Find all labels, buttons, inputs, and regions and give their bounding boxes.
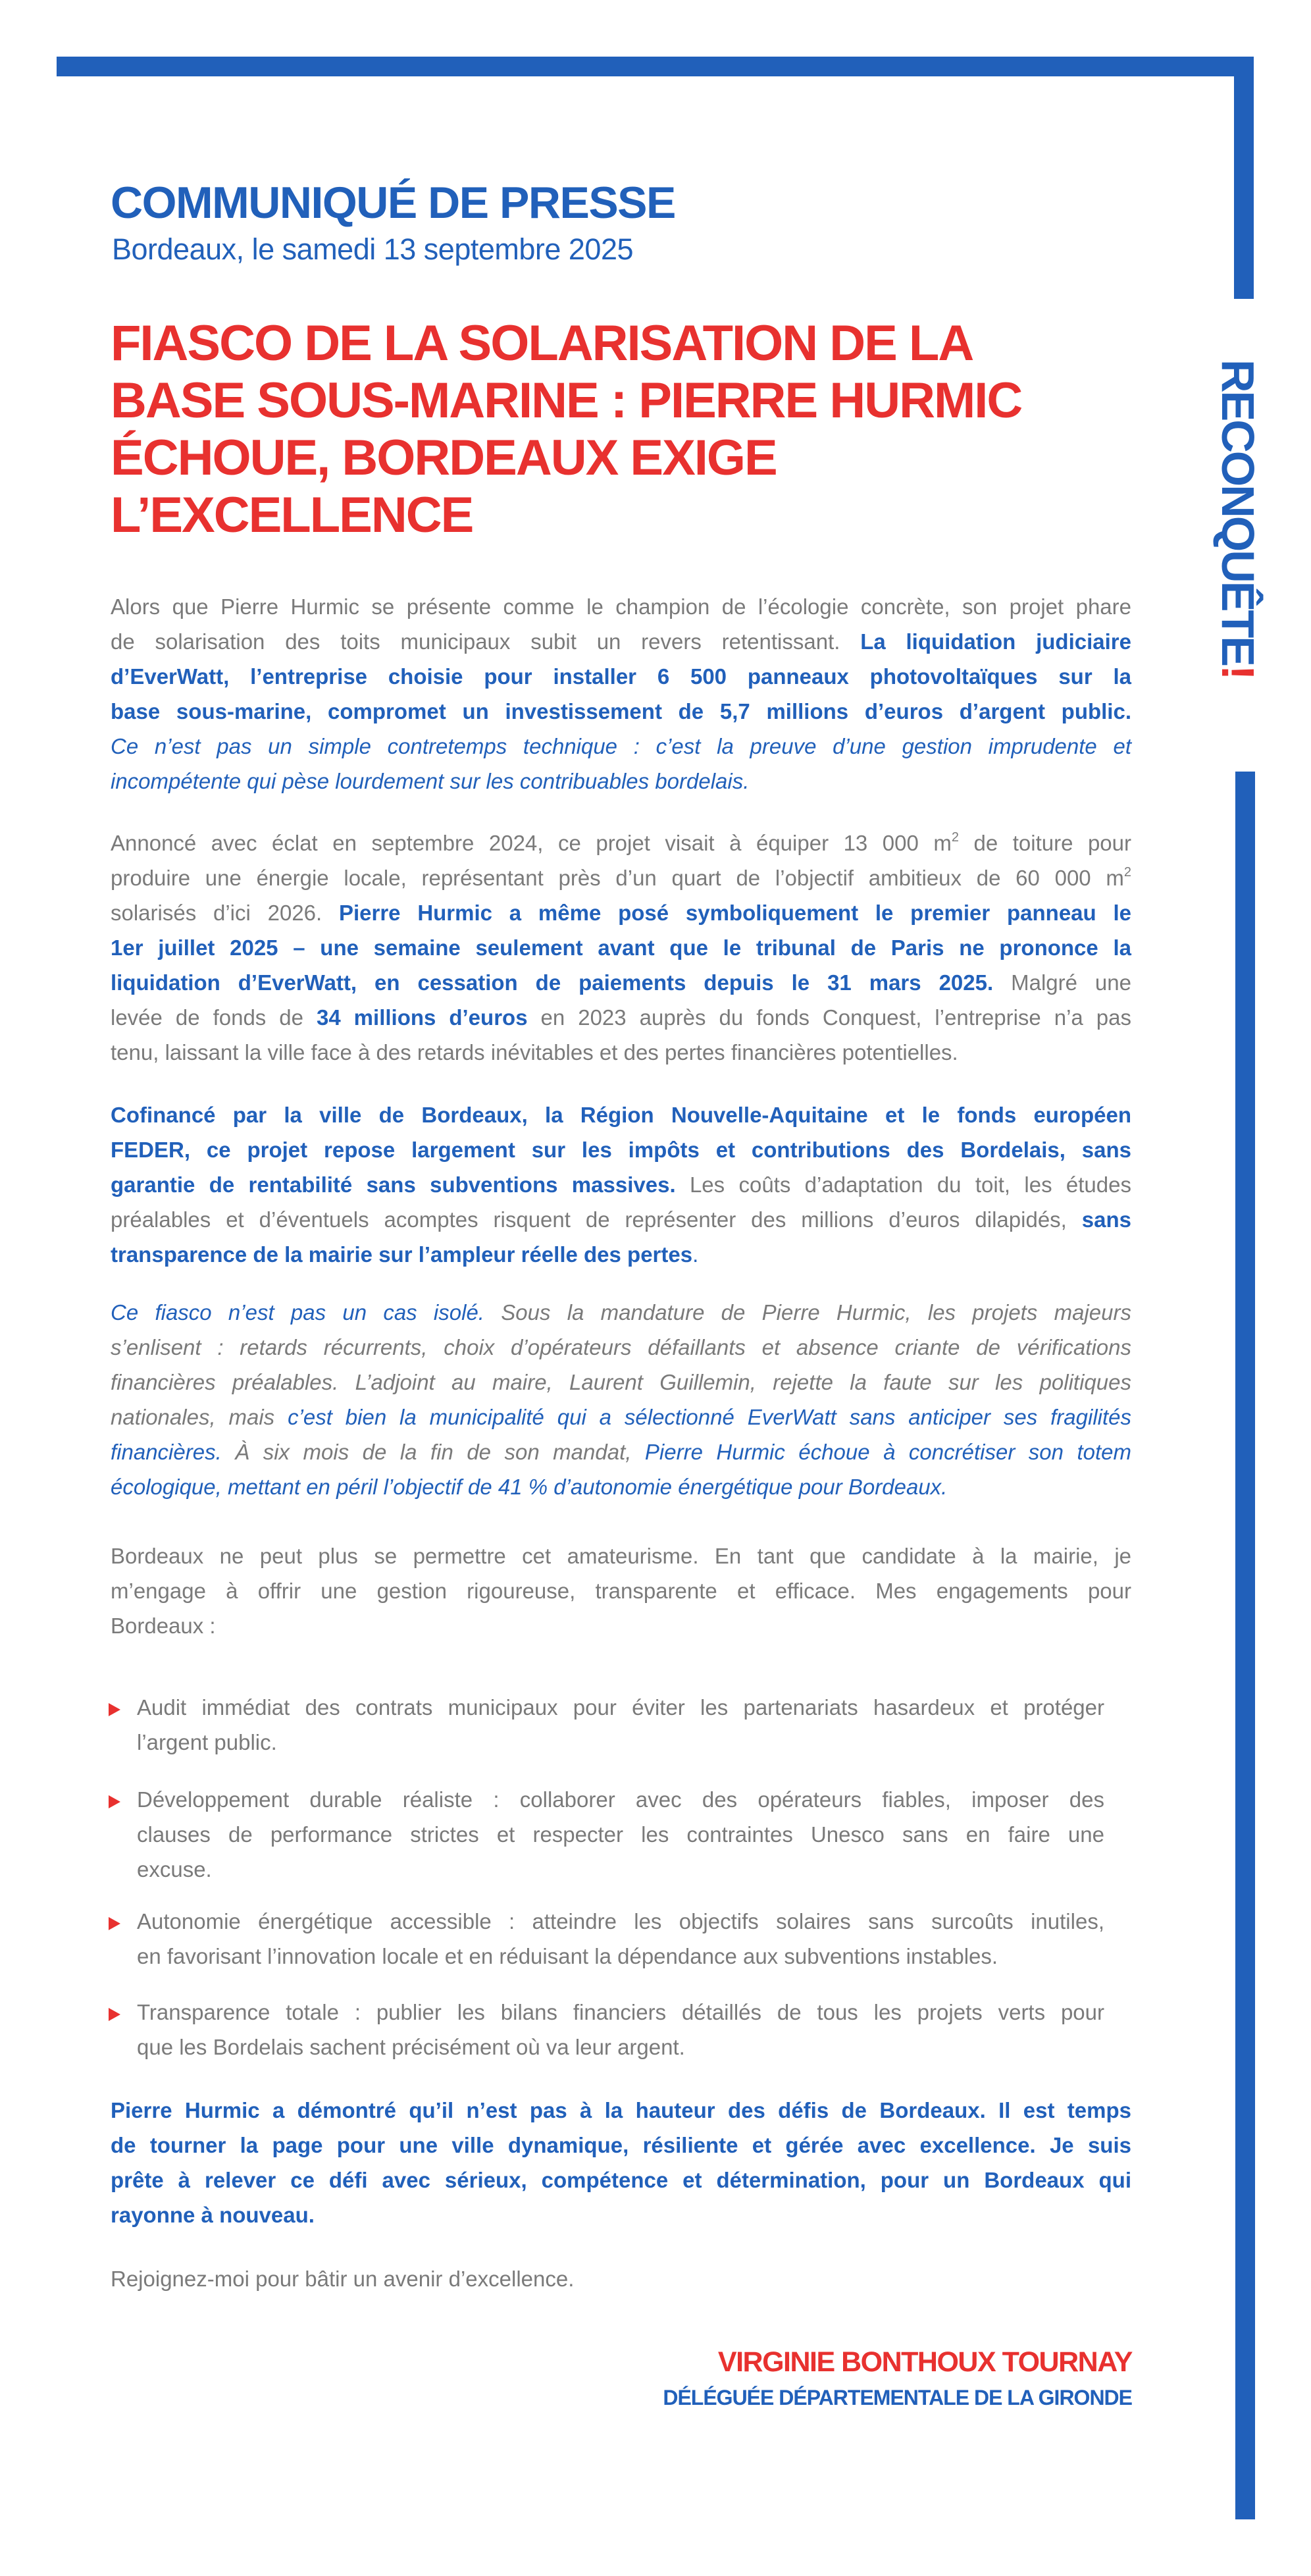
paragraph-line (111, 826, 1131, 860)
conclusion-line: Pierre Hurmic a démontré qu’il n’est pas à la hauteur des défis de Bordeaux. Il est temps (111, 2098, 1131, 2122)
paragraph-line (111, 1132, 1131, 1167)
text-run: tenu, laissant la ville face à des retards inévitables et des pertes financières potentielles. (111, 1040, 958, 1065)
paragraph-funding (111, 1097, 1131, 1272)
paragraph-line (111, 1202, 1131, 1237)
paragraph-closing (111, 2261, 1131, 2296)
signatory-role: DÉLÉGUÉE DÉPARTEMENTALE DE LA GIRONDE (663, 2386, 1132, 2409)
paragraph-line (111, 1035, 1131, 1070)
text-run: 34 millions d’euros (316, 1005, 528, 1030)
paragraph-line (111, 965, 1131, 1000)
text-run: s’enlisent : retards récurrents, choix d’opérateurs défaillants et absence criante de vérifications (111, 1335, 1131, 1359)
paragraph-line (111, 1365, 1131, 1400)
engagement-item (137, 1690, 1104, 1760)
text-run: d’EverWatt, l’entreprise choisie pour installer 6 500 panneaux photovoltaïques sur la (111, 664, 1131, 689)
text-run: préalables et d’éventuels acomptes risquent de représenter des millions d’euros dilapidés, (111, 1207, 1082, 1232)
text-run: sans (1081, 1207, 1131, 1232)
text-run: Bordeaux : (111, 1614, 216, 1638)
signatory-name: VIRGINIE BONTHOUX TOURNAY (717, 2346, 1132, 2378)
paragraph-project (111, 826, 1131, 1070)
text-run: levée de fonds de (111, 1005, 317, 1030)
engagement-item (137, 1782, 1104, 1887)
frame-right-bar-lower (1235, 772, 1255, 2519)
engagement-line: en favorisant l’innovation locale et en réduisant la dépendance aux subventions instables. (137, 1944, 998, 1968)
paragraph-line (111, 1538, 1131, 1573)
headline-line: ÉCHOUE, BORDEAUX EXIGE (111, 430, 777, 486)
text-run: base sous-marine, compromet un investissement de 5,7 millions d’euros d’argent public. (111, 699, 1131, 723)
text-run: garantie de rentabilité sans subventions massives. (111, 1172, 676, 1197)
paragraph-conclusion (111, 2093, 1131, 2232)
frame-top-bar (57, 57, 1254, 76)
text-run: Cofinancé par la ville de Bordeaux, la Région Nouvelle-Aquitaine et le fonds européen (111, 1103, 1131, 1127)
text-run: Annoncé avec éclat en septembre 2024, ce projet visait à équiper 13 000 m (111, 831, 952, 855)
text-run: FEDER, ce projet repose largement sur les impôts et contributions des Bordelais, sans (111, 1138, 1131, 1162)
engagement-line: que les Bordelais sachent précisément où va leur argent. (137, 2035, 685, 2059)
paragraph-line (111, 1608, 1131, 1643)
paragraph-line (111, 1469, 1131, 1504)
frame-right-bar-upper (1234, 57, 1254, 299)
headline (111, 315, 1021, 544)
superscript: 2 (1123, 865, 1131, 880)
text-run: de toiture pour (958, 831, 1131, 855)
text-run: 1er juillet 2025 – une semaine seulement avant que le tribunal de Paris ne prononce la (111, 935, 1131, 960)
text-run: financières préalables. L’adjoint au maire, Laurent Guillemin, rejette la faute sur les politiques (111, 1370, 1131, 1394)
logo-wordmark: RECONQUÊTE (1212, 359, 1264, 665)
bullet-triangle-icon (109, 1917, 120, 1930)
text-run: financières. (111, 1440, 222, 1464)
paragraph-line (111, 624, 1131, 659)
paragraph-line (111, 1295, 1131, 1330)
paragraph-line (111, 659, 1131, 694)
conclusion-line: de tourner la page pour une ville dynamique, résiliente et gérée avec excellence. Je suis (111, 2133, 1131, 2157)
text-run: Bordeaux ne peut plus se permettre cet amateurisme. En tant que candidate à la mairie, je (111, 1544, 1131, 1568)
paragraph-line (111, 764, 1131, 799)
text-run: . (692, 1242, 699, 1267)
paragraph-line (111, 1434, 1131, 1469)
engagement-item (137, 1904, 1104, 1974)
paragraph-line (111, 1573, 1131, 1608)
paragraph-line (111, 1167, 1131, 1202)
bullet-triangle-icon (109, 2008, 120, 2021)
headline-line: L’EXCELLENCE (111, 487, 473, 543)
text-run: produire une énergie locale, représentant près d’un quart de l’objectif ambitieux de 60 000 m (111, 866, 1124, 890)
headline-line: FIASCO DE LA SOLARISATION DE LA (111, 315, 973, 371)
text-run: solarisés d’ici 2026. (111, 901, 339, 925)
dateline: Bordeaux, le samedi 13 septembre 2025 (112, 232, 634, 266)
press-release-label: COMMUNIQUÉ DE PRESSE (111, 178, 675, 228)
text-run: c’est bien la municipalité qui a sélectionné EverWatt sans anticiper ses fragilités (288, 1405, 1131, 1429)
paragraph-intro (111, 589, 1131, 799)
paragraph-line (111, 860, 1131, 895)
text-run: Malgré une (993, 970, 1131, 995)
paragraph-line (111, 895, 1131, 930)
text-run: liquidation d’EverWatt, en cessation de paiements depuis le 31 mars 2025. (111, 970, 994, 995)
paragraph-line (111, 729, 1131, 764)
text-run: Les coûts d’adaptation du toit, les études (675, 1172, 1131, 1197)
headline-line: BASE SOUS-MARINE : PIERRE HURMIC (111, 373, 1022, 429)
engagement-line: Développement durable réaliste : collaborer avec des opérateurs fiables, imposer des (137, 1787, 1104, 1812)
text-run: Sous la mandature de Pierre Hurmic, les projets majeurs (484, 1300, 1131, 1325)
paragraph-line (111, 589, 1131, 624)
bullet-triangle-icon (109, 1703, 120, 1716)
superscript: 2 (951, 830, 959, 845)
engagement-line: Autonomie énergétique accessible : atteindre les objectifs solaires sans surcoûts inutiles, (137, 1909, 1104, 1933)
text-run: La liquidation judiciaire (860, 629, 1131, 654)
paragraph-line (111, 1097, 1131, 1132)
paragraph-line (111, 1400, 1131, 1434)
text-run: de solarisation des toits municipaux subit un revers retentissant. (111, 629, 861, 654)
engagement-item (137, 1995, 1104, 2064)
engagement-line: Audit immédiat des contrats municipaux pour éviter les partenariats hasardeux et protéger (137, 1695, 1104, 1720)
conclusion-line: rayonne à nouveau. (111, 2203, 315, 2227)
engagement-line: excuse. (137, 1857, 212, 1881)
text-run: écologique, mettant en péril l’objectif de 41 % d’autonomie énergétique pour Bordeaux. (111, 1475, 948, 1499)
text-run: Ce n’est pas un simple contretemps technique : c’est la preuve d’une gestion imprudente et (111, 734, 1131, 758)
paragraph-line (111, 694, 1131, 729)
text-run: transparence de la mairie sur l’ampleur réelle des pertes (111, 1242, 693, 1267)
reconquete-logo (1212, 359, 1264, 679)
engagement-line: l’argent public. (137, 1730, 277, 1754)
text-run: À six mois de la fin de son mandat, (221, 1440, 645, 1464)
text-run: incompétente qui pèse lourdement sur les contribuables bordelais. (111, 769, 750, 793)
bullet-triangle-icon (109, 1795, 120, 1808)
text-run: en 2023 auprès du fonds Conquest, l’entreprise n’a pas (527, 1005, 1131, 1030)
paragraph-context (111, 1295, 1131, 1504)
text-run: Alors que Pierre Hurmic se présente comme le champion de l’écologie concrète, son projet phare (111, 594, 1131, 619)
text-run: nationales, mais (111, 1405, 288, 1429)
paragraph-line (111, 1000, 1131, 1035)
paragraph-line (111, 1330, 1131, 1365)
text-run: Ce fiasco n’est pas un cas isolé. (111, 1300, 484, 1325)
logo-exclamation: ! (1212, 664, 1264, 679)
engagement-line: clauses de performance strictes et respecter les contraintes Unesco sans en faire une (137, 1822, 1104, 1847)
closing-line: Rejoignez-moi pour bâtir un avenir d’excellence. (111, 2267, 575, 2291)
paragraph-line (111, 930, 1131, 965)
text-run: Pierre Hurmic échoue à concrétiser son totem (644, 1440, 1131, 1464)
text-run: m’engage à offrir une gestion rigoureuse, transparente et efficace. Mes engagements pour (111, 1579, 1131, 1603)
conclusion-line: prête à relever ce défi avec sérieux, compétence et détermination, pour un Bordeaux qui (111, 2168, 1131, 2192)
text-run: Pierre Hurmic a même posé symboliquement le premier panneau le (338, 901, 1131, 925)
paragraph-line (111, 1237, 1131, 1272)
paragraph-commitment (111, 1538, 1131, 1643)
engagement-line: Transparence totale : publier les bilans financiers détaillés de tous les projets verts pour (137, 2000, 1104, 2024)
